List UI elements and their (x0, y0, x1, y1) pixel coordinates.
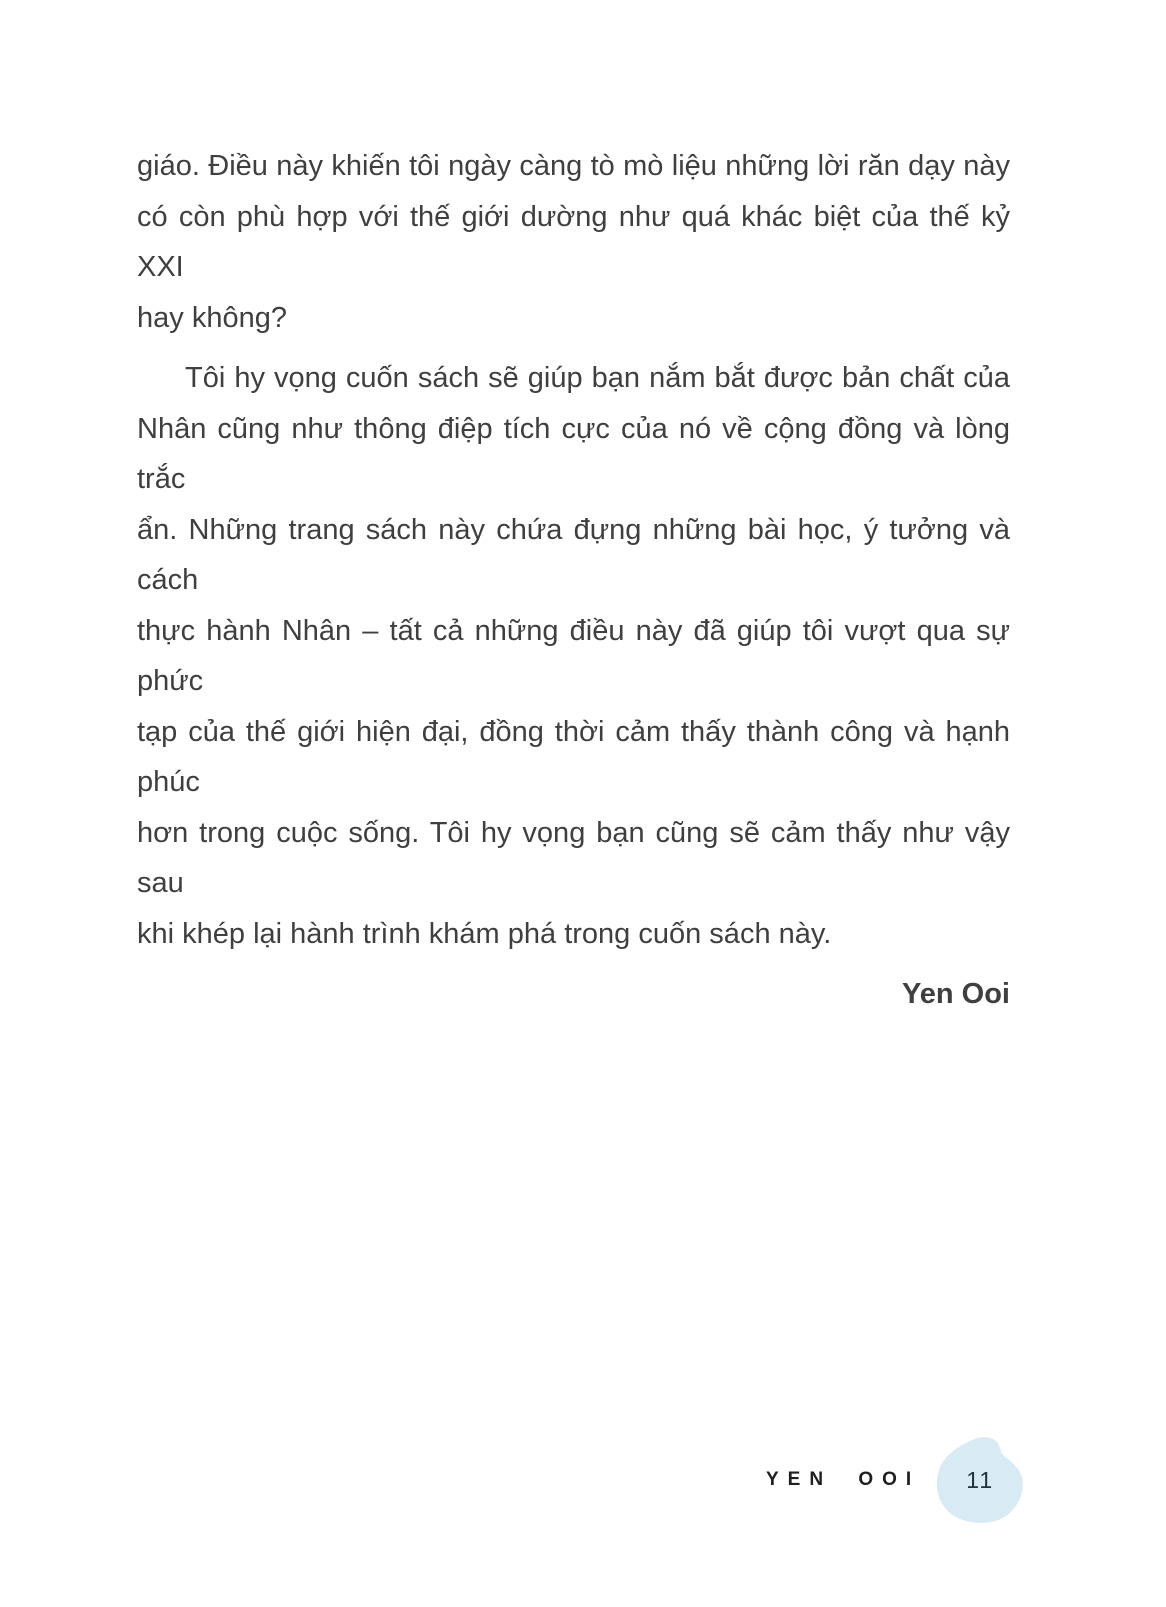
author-signature: Yen Ooi (902, 978, 1010, 1010)
paragraph (137, 141, 1010, 343)
text-line: thực hành Nhân – tất cả những điều này đã giúp tôi vượt qua sự phức (137, 614, 1010, 697)
footer-author: YEN OOI (766, 1469, 921, 1490)
text-line: Nhân cũng như thông điệp tích cực của nó về cộng đồng và lòng trắc (137, 412, 1010, 495)
page-footer (766, 1433, 1028, 1527)
text-line: hơn trong cuộc sống. Tôi hy vọng bạn cũng sẽ cảm thấy như vậy sau (137, 816, 1010, 899)
text-line: khi khép lại hành trình khám phá trong cuốn sách này. (137, 917, 832, 950)
text-line: tạp của thế giới hiện đại, đồng thời cảm thấy thành công và hạnh phúc (137, 715, 1010, 798)
text-content (137, 141, 1010, 1020)
page-number-blob (932, 1433, 1028, 1527)
text-line: giáo. Điều này khiến tôi ngày càng tò mò liệu những lời răn dạy này (137, 150, 1010, 182)
text-line: Tôi hy vọng cuốn sách sẽ giúp bạn nắm bắt được bản chất của (185, 362, 1010, 394)
text-line: có còn phù hợp với thế giới dường như quá khác biệt của thế kỷ XXI (137, 200, 1010, 283)
text-line: ẩn. Những trang sách này chứa đựng những bài học, ý tưởng và cách (137, 513, 1010, 596)
page-number: 11 (966, 1466, 995, 1493)
paragraph (137, 353, 1010, 959)
text-line: hay không? (137, 301, 287, 334)
